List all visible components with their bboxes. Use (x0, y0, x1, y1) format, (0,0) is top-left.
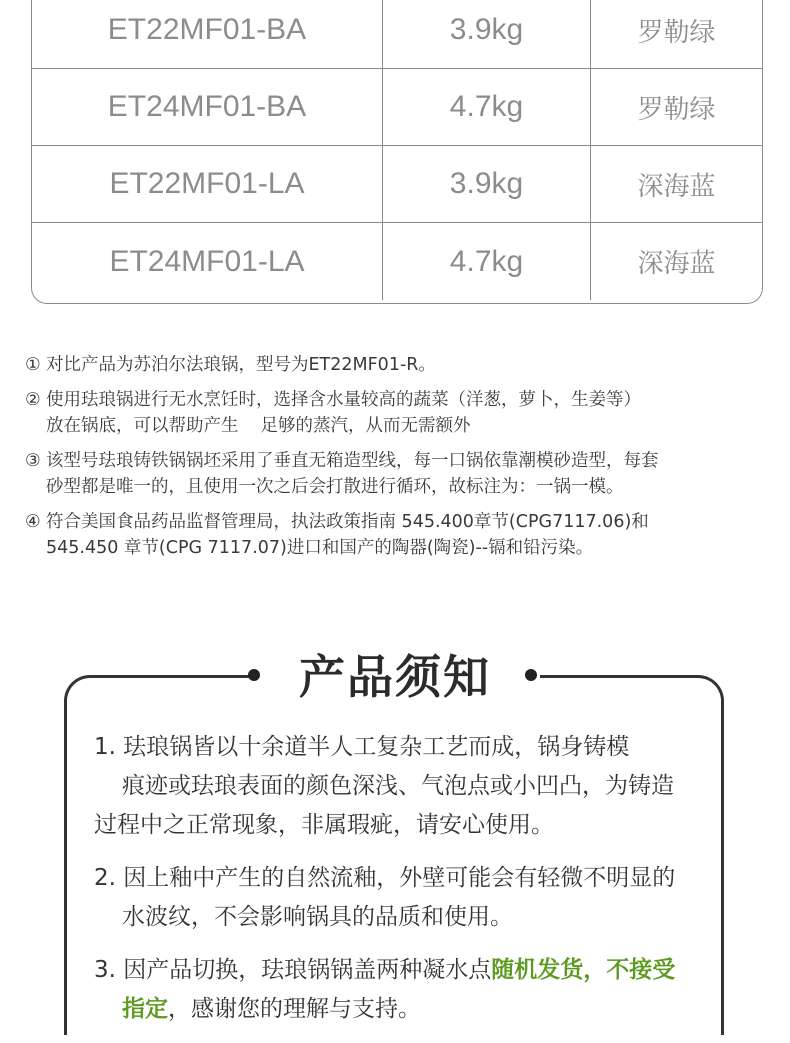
color-cell: 深海蓝 (637, 171, 716, 202)
footnote-text (46, 509, 770, 561)
model-cell: ET22MF01-LA (32, 146, 383, 222)
footnote-text (46, 387, 770, 439)
footnote (25, 352, 770, 378)
footnote-line: 该型号珐琅铸铁锅锅坯采用了垂直无箱造型线，每一口锅依靠潮模砂造型，每套 (46, 451, 659, 471)
footnote (25, 448, 770, 500)
notice-item (94, 728, 714, 845)
footnote (25, 509, 770, 561)
notice-text: 3. 因产品切换，珐琅锅锅盖两种凝水点 (94, 957, 492, 983)
model-cell: ET24MF01-LA (32, 223, 383, 300)
weight-cell: 4.7kg (383, 69, 591, 145)
footnote-number: ④ (25, 512, 41, 532)
notice-line (94, 990, 714, 1029)
footnote-text (46, 352, 770, 378)
notice-line: 痕迹或珐琅表面的颜色深浅、气泡点或小凹凸，为铸造 (122, 773, 674, 799)
color-cell: 罗勒绿 (637, 17, 716, 48)
table-row (32, 69, 762, 146)
footnote-line: 放在锅底，可以帮助产生 (46, 416, 239, 436)
spec-table (31, 0, 763, 304)
weight-cell: 3.9kg (383, 0, 591, 68)
footnote-line: 使用珐琅锅进行无水烹饪时，选择含水量较高的蔬菜（洋葱，萝卜，生姜等） (46, 390, 641, 410)
model-cell: ET22MF01-BA (32, 0, 383, 68)
footnote-line: 足够的蒸汽，从而无需额外 (260, 416, 471, 436)
table-row (32, 0, 762, 69)
notice-line: 1. 珐琅锅皆以十余道半人工复杂工艺而成，锅身铸模 (94, 734, 630, 760)
footnote-line: 砂型都是唯一的，且使用一次之后会打散进行循环，故标注为：一锅一模。 (46, 477, 624, 497)
footnotes (25, 352, 770, 570)
table-row (32, 146, 762, 223)
color-cell: 罗勒绿 (637, 94, 716, 125)
model-cell: ET24MF01-BA (32, 69, 383, 145)
footnote-number: ② (25, 390, 41, 410)
notice-line: 水波纹，不会影响锅具的品质和使用。 (122, 904, 513, 930)
weight-cell: 4.7kg (383, 223, 591, 300)
table-row (32, 223, 762, 300)
footnote-text (46, 448, 770, 500)
footnote-number: ① (25, 355, 41, 375)
notice-list (94, 728, 714, 1043)
notice-line (94, 951, 714, 990)
notice-item (94, 951, 714, 1029)
footnote-line: 对比产品为苏泊尔法琅锅，型号为ET22MF01-R。 (46, 355, 436, 375)
footnote-line: 545.450 章节(CPG 7117.07)进口和国产的陶器(陶瓷)--镉和铅污染。 (46, 538, 594, 558)
title-dot-right-icon (525, 669, 537, 681)
title-dot-left-icon (248, 669, 260, 681)
notice-item (94, 859, 714, 937)
footnote (25, 387, 770, 439)
notice-text: ，感谢您的理解与支持。 (168, 996, 421, 1022)
notice-line: 过程中之正常现象，非属瑕疵，请安心使用。 (94, 812, 554, 838)
notice-highlight: 指定 (122, 996, 168, 1022)
notice-title-wrap (250, 642, 540, 706)
footnote-number: ③ (25, 451, 41, 471)
notice-line: 2. 因上釉中产生的自然流釉，外壁可能会有轻微不明显的 (94, 865, 676, 891)
notice-highlight: 随机发货，不接受 (491, 957, 676, 983)
notice-title: 产品须知 (299, 650, 491, 704)
weight-cell: 3.9kg (383, 146, 591, 222)
color-cell: 深海蓝 (637, 249, 716, 279)
footnote-line: 符合美国食品药品监督管理局，执法政策指南 545.400章节(CPG7117.06)和 (46, 512, 649, 532)
